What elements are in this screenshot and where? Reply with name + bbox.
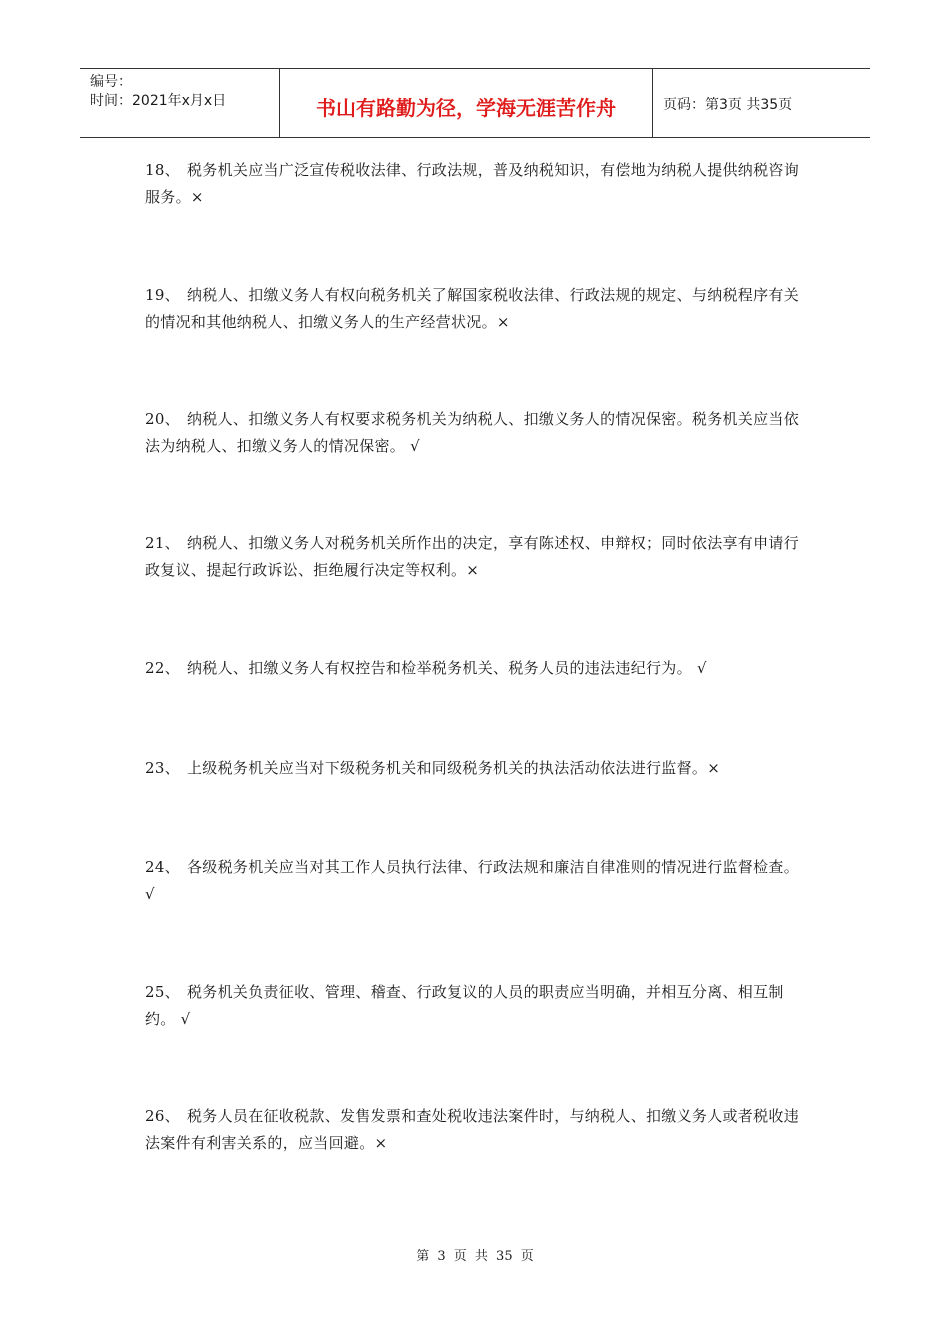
question-number: 24、 bbox=[145, 858, 180, 876]
question-text: 上级税务机关应当对下级税务机关和同级税务机关的执法活动依法进行监督。× bbox=[187, 759, 721, 777]
question-number: 20、 bbox=[145, 410, 180, 428]
question-item bbox=[145, 755, 810, 782]
question-item bbox=[145, 655, 810, 682]
question-text: 纳税人、扣缴义务人有权控告和检举税务机关、税务人员的违法违纪行为。 √ bbox=[187, 659, 707, 677]
question-text: 纳税人、扣缴义务人有权向税务机关了解国家税收法律、行政法规的规定、与纳税程序有关的情况和其他纳税人、扣缴义务人的生产经营状况。× bbox=[145, 286, 800, 331]
question-text: 纳税人、扣缴义务人对税务机关所作出的决定，享有陈述权、申辩权；同时依法享有申请行政复议、提起行政诉讼、拒绝履行决定等权利。× bbox=[145, 534, 800, 579]
question-text: 税务机关负责征收、管理、稽查、行政复议的人员的职责应当明确，并相互分离、相互制约。 √ bbox=[145, 983, 784, 1028]
question-number: 19、 bbox=[145, 286, 180, 304]
header-page-info: 页码：第3页 共35页 bbox=[663, 97, 793, 113]
question-number: 18、 bbox=[145, 161, 180, 179]
question-number: 22、 bbox=[145, 659, 180, 677]
question-item bbox=[145, 406, 810, 460]
document-code-label: 编号： bbox=[90, 74, 132, 90]
question-item bbox=[145, 979, 810, 1033]
page-header bbox=[80, 68, 870, 138]
question-item bbox=[145, 282, 810, 336]
question-text: 税务人员在征收税款、发售发票和查处税收违法案件时，与纳税人、扣缴义务人或者税收违法案件有利害关系的，应当回避。× bbox=[145, 1107, 800, 1152]
document-date: 时间：2021年x月x日 bbox=[90, 93, 227, 109]
question-text: 纳税人、扣缴义务人有权要求税务机关为纳税人、扣缴义务人的情况保密。税务机关应当依法为纳税人、扣缴义务人的情况保密。 √ bbox=[145, 410, 800, 455]
question-number: 23、 bbox=[145, 759, 180, 777]
question-item bbox=[145, 1103, 810, 1157]
question-text: 各级税务机关应当对其工作人员执行法律、行政法规和廉洁自律准则的情况进行监督检查。 √ bbox=[145, 858, 800, 903]
question-item bbox=[145, 157, 810, 211]
page-footer: 第 3 页 共 35 页 bbox=[416, 1249, 534, 1264]
header-motto: 书山有路勤为径，学海无涯苦作舟 bbox=[280, 69, 653, 137]
header-meta-cell bbox=[80, 69, 280, 137]
question-number: 26、 bbox=[145, 1107, 180, 1125]
question-number: 21、 bbox=[145, 534, 180, 552]
question-item bbox=[145, 854, 810, 908]
question-item bbox=[145, 530, 810, 584]
question-number: 25、 bbox=[145, 983, 180, 1001]
question-text: 税务机关应当广泛宣传税收法律、行政法规，普及纳税知识，有偿地为纳税人提供纳税咨询服务。× bbox=[145, 161, 800, 206]
